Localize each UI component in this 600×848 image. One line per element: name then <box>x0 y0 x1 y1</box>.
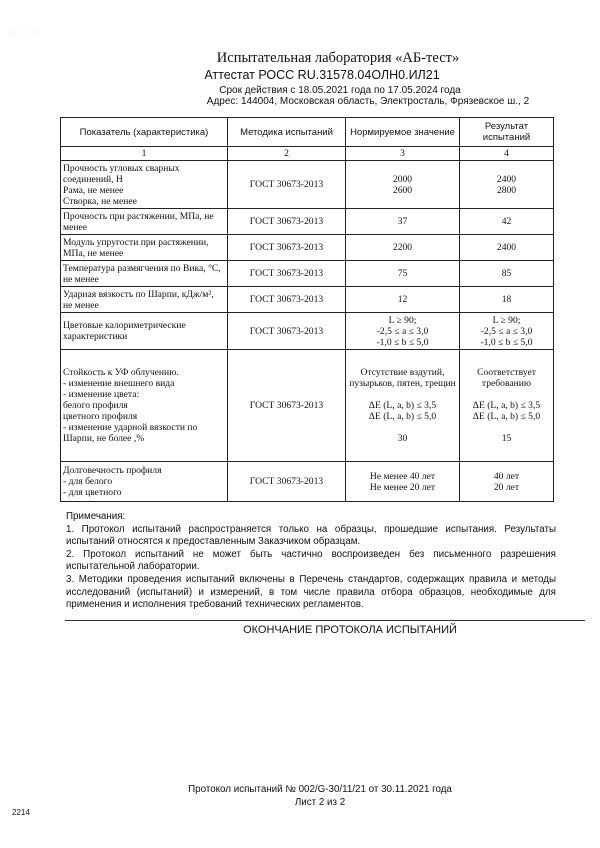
note-item: 3. Методики проведения испытаний включены в Перечень стандартов, содержащих правила и методы исследований (испытаний) и измерений, в том числе правила отбора образцов, необходимые для применения и исполнения требований технических регламентов. <box>66 573 556 611</box>
separator-line <box>65 620 585 621</box>
norm-cell: 75 <box>346 261 460 287</box>
characteristic-cell: Температура размягчения по Вика, °С, не менее <box>61 261 228 287</box>
method-cell: ГОСТ 30673-2013 <box>228 287 346 313</box>
header-characteristic: Показатель (характеристика) <box>61 118 228 147</box>
table-number-row <box>61 147 554 161</box>
end-of-protocol: ОКОНЧАНИЕ ПРОТОКОЛА ИСПЫТАНИЙ <box>243 624 457 636</box>
method-cell: ГОСТ 30673-2013 <box>228 235 346 261</box>
result-cell: 18 <box>460 287 554 313</box>
method-cell: ГОСТ 30673-2013 <box>228 313 346 350</box>
result-cell: 40 лет 20 лет <box>460 462 554 502</box>
table-row <box>61 209 554 235</box>
norm-cell: 37 <box>346 209 460 235</box>
characteristic-cell: Прочность угловых сварных соединений, Н Рама, не менее Створка, не менее <box>61 161 228 209</box>
result-cell: 42 <box>460 209 554 235</box>
method-cell: ГОСТ 30673-2013 <box>228 261 346 287</box>
page-code: 2214 <box>12 808 30 817</box>
scan-mark: · · · <box>10 28 42 37</box>
table-header-row <box>61 118 554 147</box>
characteristic-cell: Модуль упругости при растяжении, МПа, не менее <box>61 235 228 261</box>
table-row <box>61 161 554 209</box>
col-number: 1 <box>61 147 228 161</box>
characteristic-cell: Цветовые калориметрические характеристики <box>61 313 228 350</box>
table-row <box>61 313 554 350</box>
result-cell: 85 <box>460 261 554 287</box>
norm-cell: 2200 <box>346 235 460 261</box>
lab-attestation: Аттестат РОСС RU.31578.04ОЛН0.ИЛ21 <box>204 68 440 82</box>
result-cell: L ≥ 90; -2,5 ≤ a ≤ 3,0 -1,0 ≤ b ≤ 5,0 <box>460 313 554 350</box>
result-cell: 2400 2800 <box>460 161 554 209</box>
result-cell: 2400 <box>460 235 554 261</box>
notes-title: Примечания: <box>66 511 126 522</box>
characteristic-cell: Прочность при растяжении, МПа, не менее <box>61 209 228 235</box>
col-number: 3 <box>346 147 460 161</box>
note-item: 1. Протокол испытаний распространяется только на образцы, прошедшие испытания. Результаты испытаний относятся к предоставленным Заказчиком образцам. <box>66 523 556 548</box>
table-row <box>61 261 554 287</box>
header-norm: Нормируемое значение <box>346 118 460 147</box>
norm-cell: 2000 2600 <box>346 161 460 209</box>
validity-period: Срок действия с 18.05.2021 года по 17.05.2024 года <box>219 85 461 96</box>
norm-cell: L ≥ 90; -2,5 ≤ a ≤ 3,0 -1,0 ≤ b ≤ 5,0 <box>346 313 460 350</box>
table-row <box>61 462 554 502</box>
note-item: 2. Протокол испытаний не может быть частично воспроизведен без письменного разрешения испытательной лаборатории. <box>66 548 556 573</box>
method-cell: ГОСТ 30673-2013 <box>228 350 346 462</box>
results-table <box>60 117 554 502</box>
header-result: Результат испытаний <box>460 118 554 147</box>
footer-protocol: Протокол испытаний № 002/G-30/11/21 от 30.11.2021 года <box>188 784 452 795</box>
method-cell: ГОСТ 30673-2013 <box>228 209 346 235</box>
table-row <box>61 287 554 313</box>
norm-cell: Отсутствие вздутий, пузырьков, пятен, трещин ΔE (L, a, b) ≤ 3,5 ΔE (L, a, b) ≤ 5,0 30 <box>346 350 460 462</box>
characteristic-cell: Стойкость к УФ облучению. - изменение внешнего вида - изменение цвета: белого профиля цветного профиля - изменение ударной вязкости по Шарпи, не более ,% <box>61 350 228 462</box>
lab-title: Испытательная лаборатория «АБ-тест» <box>216 50 460 66</box>
method-cell: ГОСТ 30673-2013 <box>228 462 346 502</box>
table-row <box>61 235 554 261</box>
characteristic-cell: Ударная вязкость по Шарпи, кДж/м², не менее <box>61 287 228 313</box>
notes-section <box>66 511 556 612</box>
norm-cell: 12 <box>346 287 460 313</box>
col-number: 4 <box>460 147 554 161</box>
table-row <box>61 350 554 462</box>
characteristic-cell: Долговечность профиля - для белого - для цветного <box>61 462 228 502</box>
norm-cell: Не менее 40 лет Не менее 20 лет <box>346 462 460 502</box>
lab-address: Адрес: 144004, Московская область, Электросталь, Фрязевское ш., 2 <box>206 96 530 107</box>
col-number: 2 <box>228 147 346 161</box>
method-cell: ГОСТ 30673-2013 <box>228 161 346 209</box>
header-method: Методика испытаний <box>228 118 346 147</box>
result-cell: Соответствует требованию ΔE (L, a, b) ≤ 3,5 ΔE (L, a, b) ≤ 5,0 15 <box>460 350 554 462</box>
footer-sheet-number: Лист 2 из 2 <box>294 797 346 808</box>
